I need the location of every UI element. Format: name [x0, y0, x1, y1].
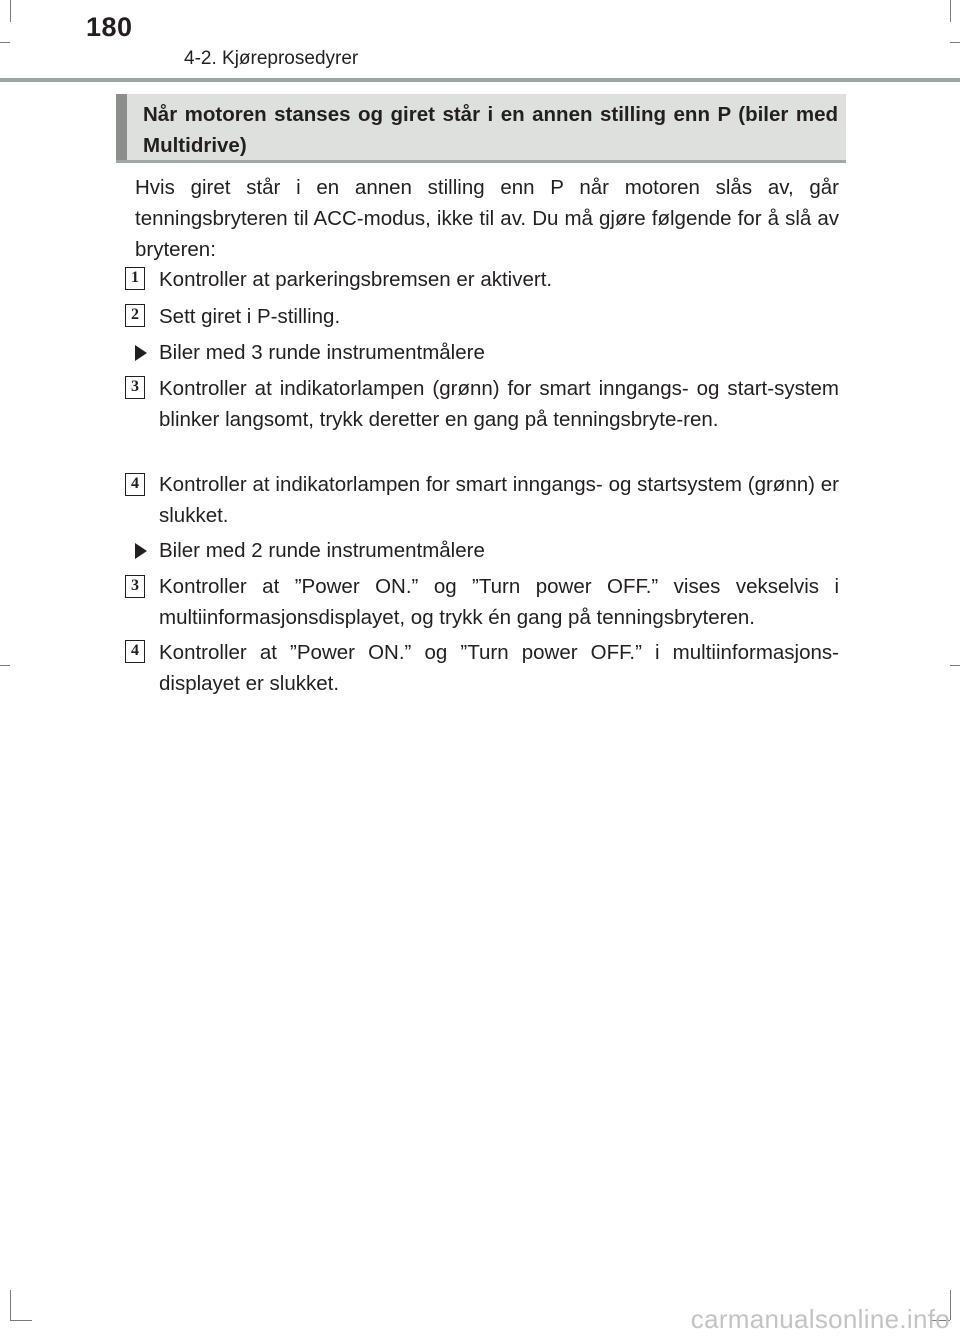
crop-mark	[10, 0, 11, 22]
crop-mark	[950, 665, 960, 666]
variant-a-step-4-text: Kontroller at indikatorlampen for smart inngangs- og startsystem (grønn) er slukket.	[159, 473, 839, 527]
watermark: carmanualsonline.info	[690, 1304, 950, 1334]
step-number-badge: 1	[125, 267, 145, 290]
crop-mark	[950, 42, 960, 43]
section-heading-box	[116, 94, 846, 163]
variant-b-title: Biler med 2 runde instrumentmålere	[159, 539, 485, 562]
header-divider	[0, 78, 960, 82]
crop-mark	[0, 665, 10, 666]
triangle-bullet-icon	[135, 543, 147, 559]
step-number-badge: 3	[125, 575, 145, 598]
crop-mark	[950, 1290, 951, 1320]
variant-a-title: Biler med 3 runde instrumentmålere	[159, 341, 485, 364]
crop-mark	[950, 0, 951, 22]
step-number-badge: 4	[125, 640, 145, 663]
page-number: 180	[86, 12, 133, 42]
step-2-text: Sett giret i P-stilling.	[159, 305, 341, 328]
section-title: 4-2. Kjøreprosedyrer	[184, 48, 359, 69]
crop-mark	[10, 1320, 32, 1321]
step-number-badge: 2	[125, 304, 145, 327]
intro-paragraph: Hvis giret står i en annen stilling enn P når motoren slås av, går tenningsbryteren til ACC-modus, ikke til av. Du må gjøre følgende for å slå av bryteren:	[135, 176, 839, 261]
step-number-badge: 4	[125, 473, 145, 496]
variant-a-step-3-text: Kontroller at indikatorlampen (grønn) for smart inngangs- og start-system blinker langsomt, trykk deretter en gang på tenningsbryte-ren.	[159, 377, 839, 431]
step-number-badge: 3	[125, 376, 145, 399]
triangle-bullet-icon	[135, 345, 147, 361]
crop-mark	[10, 1290, 11, 1320]
step-1-text: Kontroller at parkeringsbremsen er aktivert.	[159, 268, 553, 291]
variant-b-step-4-text: Kontroller at ”Power ON.” og ”Turn power OFF.” i multiinformasjons-displayet er slukket.	[159, 641, 839, 695]
section-heading: Når motoren stanses og giret står i en annen stilling enn P (biler med Multidrive)	[143, 103, 838, 157]
crop-mark	[0, 42, 10, 43]
heading-accent-bar	[116, 94, 127, 160]
variant-b-step-3-text: Kontroller at ”Power ON.” og ”Turn power OFF.” vises vekselvis i multiinformasjonsdisplayet, og trykk én gang på tenningsbryteren.	[159, 575, 839, 629]
